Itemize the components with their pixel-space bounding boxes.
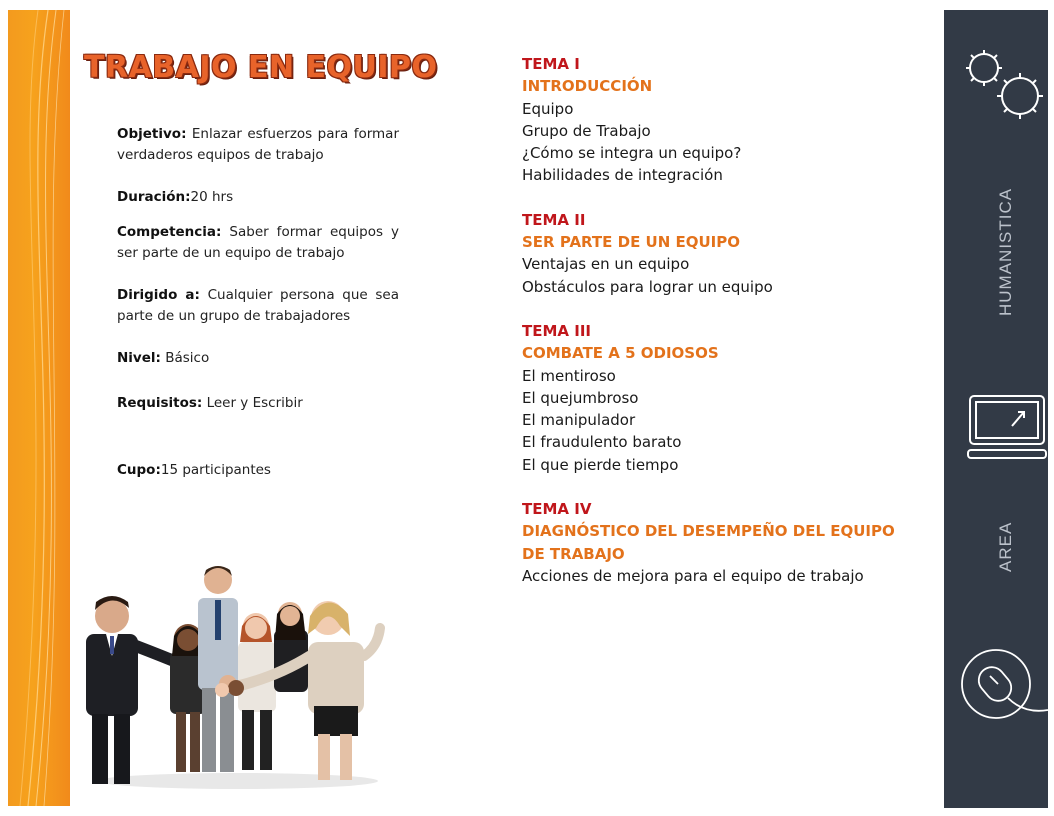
topic-item: Ventajas en un equipo xyxy=(522,255,690,274)
topic-title: INTRODUCCIÓN xyxy=(522,77,653,96)
objective-value: Enlazar esfuerzos para formar verdaderos equipos de trabajo xyxy=(117,126,399,163)
topic-block xyxy=(522,320,922,476)
topic-block xyxy=(522,498,922,587)
level-paragraph xyxy=(117,348,399,369)
audience-label: Dirigido a: xyxy=(117,287,200,303)
capacity-value: 15 participantes xyxy=(160,462,271,478)
capacity-paragraph xyxy=(117,460,399,481)
level-label: Nivel: xyxy=(117,350,161,366)
duration-paragraph xyxy=(117,187,399,208)
topic-item: Equipo xyxy=(522,99,574,118)
competence-label: Competencia: xyxy=(117,224,222,240)
topic-number: TEMA IV xyxy=(522,500,592,519)
audience-paragraph xyxy=(117,285,399,327)
topic-item: El mentiroso xyxy=(522,366,616,385)
topic-item: Obstáculos para lograr un equipo xyxy=(522,277,773,296)
course-info xyxy=(117,124,399,481)
swirl-lines-decoration xyxy=(8,10,70,806)
area-label-area: AREA xyxy=(996,521,1015,572)
competence-paragraph xyxy=(117,222,399,264)
topic-title: DIAGNÓSTICO DEL DESEMPEÑO DEL EQUIPO DE TRABAJO xyxy=(522,522,895,563)
topic-number: TEMA III xyxy=(522,321,591,340)
topic-item: Acciones de mejora para el equipo de trabajo xyxy=(522,566,864,585)
topic-item: Grupo de Trabajo xyxy=(522,121,651,140)
objective-label: Objetivo: xyxy=(117,126,187,142)
capacity-label: Cupo: xyxy=(117,462,161,478)
dark-side-panel xyxy=(944,10,1048,808)
topic-title: SER PARTE DE UN EQUIPO xyxy=(522,233,741,252)
requirements-label: Requisitos: xyxy=(117,395,203,411)
gears-icon xyxy=(960,46,1046,126)
laptop-icon xyxy=(966,392,1048,462)
topic-item: El manipulador xyxy=(522,411,636,430)
audience-value: Cualquier persona que sea parte de un grupo de trabajadores xyxy=(117,287,399,324)
topic-number: TEMA II xyxy=(522,210,586,229)
requirements-value: Leer y Escribir xyxy=(202,395,303,411)
duration-value: 20 hrs xyxy=(190,189,234,205)
topic-item: Habilidades de integración xyxy=(522,166,723,185)
duration-label: Duración: xyxy=(117,189,191,205)
requirements-paragraph xyxy=(117,393,399,414)
topic-item: El fraudulento barato xyxy=(522,433,682,452)
team-photo xyxy=(78,556,390,790)
objective-paragraph xyxy=(117,124,399,166)
topic-block xyxy=(522,53,922,187)
area-label-humanistica: HUMANISTICA xyxy=(996,187,1015,316)
mouse-icon xyxy=(960,640,1048,730)
competence-value: Saber formar equipos y ser parte de un equipo de trabajo xyxy=(117,224,399,261)
page-title: TRABAJO EN EQUIPO xyxy=(84,50,438,85)
topics-list xyxy=(522,53,922,587)
topic-block xyxy=(522,209,922,298)
topic-item: ¿Cómo se integra un equipo? xyxy=(522,144,742,163)
topic-title: COMBATE A 5 ODIOSOS xyxy=(522,344,719,363)
topic-item: El quejumbroso xyxy=(522,388,639,407)
topic-number: TEMA I xyxy=(522,55,580,73)
level-value: Básico xyxy=(160,350,210,366)
orange-decorative-bar xyxy=(8,10,70,806)
topic-item: El que pierde tiempo xyxy=(522,455,679,474)
